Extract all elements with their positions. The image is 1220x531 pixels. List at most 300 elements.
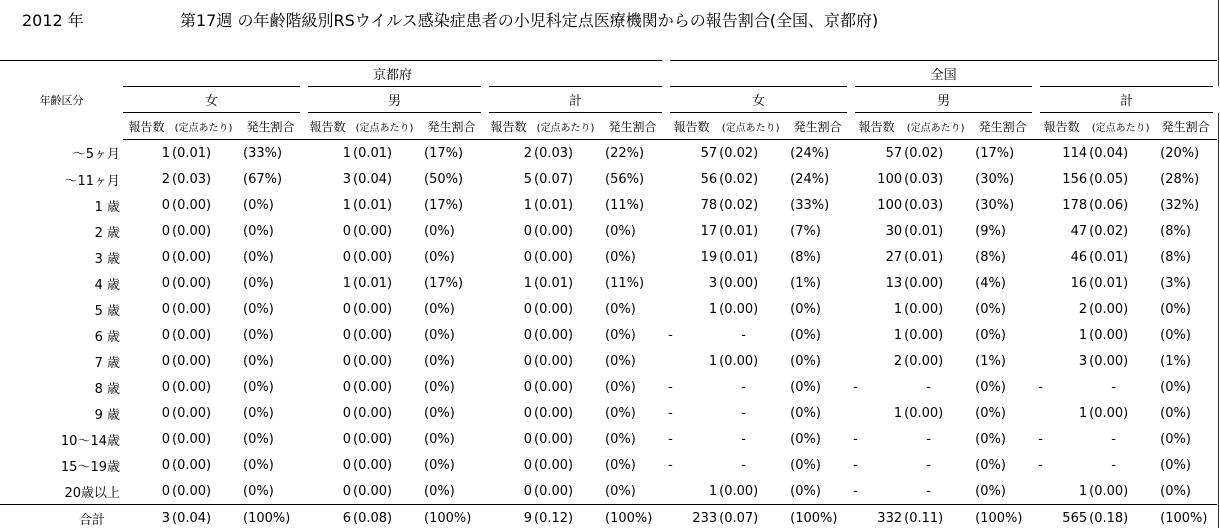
ratio-cell: (0%) xyxy=(599,452,666,478)
rate-cell: (0.00) xyxy=(532,218,599,244)
header-row-regions xyxy=(0,61,1217,87)
ratio-cell: (0%) xyxy=(969,400,1036,426)
rate-cell: (0.00) xyxy=(532,374,599,400)
count-cell: 0 xyxy=(304,296,351,322)
ratio-cell: (0%) xyxy=(969,478,1036,505)
subheader-cell: (定点あたり) xyxy=(717,113,784,140)
subheader-cell: 報告数 xyxy=(304,113,351,140)
ratio-cell: (0%) xyxy=(418,400,485,426)
count-cell: 57 xyxy=(666,140,717,167)
rate-cell: (0.01) xyxy=(717,218,784,244)
ratio-cell: (9%) xyxy=(969,218,1036,244)
count-cell: - xyxy=(1036,426,1087,452)
rate-cell: (0.01) xyxy=(902,244,969,270)
count-cell: 1 xyxy=(485,192,532,218)
count-cell: 0 xyxy=(123,452,170,478)
ratio-cell: (0%) xyxy=(237,322,304,348)
count-cell: 0 xyxy=(485,452,532,478)
ratio-cell: (8%) xyxy=(1154,244,1217,270)
rate-cell: (0.00) xyxy=(532,426,599,452)
count-cell: 2 xyxy=(123,166,170,192)
count-cell: 2 xyxy=(485,140,532,167)
ratio-cell: (24%) xyxy=(784,166,851,192)
subheader-cell: 発生割合 xyxy=(1154,113,1217,140)
sex-header: 女 xyxy=(666,87,851,113)
count-cell: 30 xyxy=(851,218,902,244)
rate-cell: (0.00) xyxy=(170,218,237,244)
rate-cell: (0.02) xyxy=(717,166,784,192)
age-label: 合計 xyxy=(0,505,123,531)
count-cell: 0 xyxy=(485,478,532,505)
rate-cell: (0.00) xyxy=(532,452,599,478)
count-cell: 1 xyxy=(304,192,351,218)
rate-cell: (0.00) xyxy=(170,374,237,400)
rate-cell: (0.00) xyxy=(717,478,784,505)
count-cell: 0 xyxy=(485,244,532,270)
ratio-cell: (30%) xyxy=(969,192,1036,218)
count-cell: 0 xyxy=(485,296,532,322)
ratio-cell: (0%) xyxy=(1154,452,1217,478)
count-cell: 1 xyxy=(1036,322,1087,348)
ratio-cell: (0%) xyxy=(969,322,1036,348)
table-row xyxy=(0,478,1217,505)
ratio-cell: (0%) xyxy=(237,374,304,400)
rate-cell: - xyxy=(1087,374,1154,400)
count-cell: 156 xyxy=(1036,166,1087,192)
ratio-cell: (100%) xyxy=(599,505,666,531)
count-cell: 1 xyxy=(485,270,532,296)
rate-cell: (0.01) xyxy=(1087,270,1154,296)
count-cell: 27 xyxy=(851,244,902,270)
rate-cell: (0.00) xyxy=(1087,322,1154,348)
rate-cell: (0.00) xyxy=(902,400,969,426)
count-cell: 0 xyxy=(304,452,351,478)
count-cell: 0 xyxy=(304,426,351,452)
ratio-cell: (0%) xyxy=(1154,478,1217,505)
rate-cell: - xyxy=(902,478,969,505)
count-cell: 0 xyxy=(485,400,532,426)
count-cell: 233 xyxy=(666,505,717,531)
count-cell: 3 xyxy=(666,270,717,296)
rate-cell: (0.00) xyxy=(532,296,599,322)
age-label: 2 歳 xyxy=(0,218,123,244)
count-cell: 78 xyxy=(666,192,717,218)
sex-header: 女 xyxy=(123,87,304,113)
subheader-cell: 発生割合 xyxy=(237,113,304,140)
count-cell: 1 xyxy=(851,296,902,322)
rate-cell: (0.00) xyxy=(351,322,418,348)
count-cell: 0 xyxy=(123,270,170,296)
count-cell: 1 xyxy=(123,140,170,167)
sex-header: 計 xyxy=(485,87,666,113)
rate-cell: (0.04) xyxy=(1087,140,1154,167)
subheader-cell: (定点あたり) xyxy=(1087,113,1154,140)
rate-cell: (0.00) xyxy=(170,400,237,426)
count-cell: 0 xyxy=(485,322,532,348)
rate-cell: (0.03) xyxy=(532,140,599,167)
rate-cell: (0.00) xyxy=(351,348,418,374)
rate-cell: (0.00) xyxy=(170,296,237,322)
count-cell: 46 xyxy=(1036,244,1087,270)
ratio-cell: (11%) xyxy=(599,270,666,296)
ratio-cell: (67%) xyxy=(237,166,304,192)
rate-cell: (0.04) xyxy=(170,505,237,531)
header-row-sub xyxy=(0,113,1217,140)
rate-cell: (0.00) xyxy=(532,400,599,426)
count-cell: 0 xyxy=(485,426,532,452)
count-cell: - xyxy=(666,426,717,452)
ratio-cell: (0%) xyxy=(599,400,666,426)
count-cell: 17 xyxy=(666,218,717,244)
ratio-cell: (0%) xyxy=(784,426,851,452)
rate-cell: (0.00) xyxy=(717,348,784,374)
age-label: ～11ヶ月 xyxy=(0,166,123,192)
count-cell: 0 xyxy=(123,374,170,400)
age-label: 15～19歳 xyxy=(0,452,123,478)
rate-cell: (0.06) xyxy=(1087,192,1154,218)
count-cell: - xyxy=(666,400,717,426)
rate-cell: (0.00) xyxy=(351,426,418,452)
count-cell: - xyxy=(1036,374,1087,400)
subheader-cell: 発生割合 xyxy=(418,113,485,140)
ratio-cell: (0%) xyxy=(784,374,851,400)
ratio-cell: (0%) xyxy=(418,218,485,244)
count-cell: - xyxy=(851,452,902,478)
count-cell: 1 xyxy=(666,296,717,322)
ratio-cell: (11%) xyxy=(599,192,666,218)
ratio-cell: (0%) xyxy=(418,374,485,400)
rate-cell: (0.03) xyxy=(902,166,969,192)
count-cell: - xyxy=(851,478,902,505)
rate-cell: (0.01) xyxy=(351,140,418,167)
ratio-cell: (0%) xyxy=(418,322,485,348)
rate-cell: (0.07) xyxy=(717,505,784,531)
subheader-cell: 発生割合 xyxy=(599,113,666,140)
age-label: 8 歳 xyxy=(0,374,123,400)
count-cell: 0 xyxy=(123,348,170,374)
age-label: 7 歳 xyxy=(0,348,123,374)
rate-cell: (0.00) xyxy=(170,348,237,374)
ratio-cell: (0%) xyxy=(599,322,666,348)
count-cell: 13 xyxy=(851,270,902,296)
ratio-cell: (0%) xyxy=(1154,296,1217,322)
table-row xyxy=(0,400,1217,426)
rate-cell: (0.05) xyxy=(1087,166,1154,192)
rate-cell: (0.07) xyxy=(532,166,599,192)
rate-cell: (0.01) xyxy=(532,192,599,218)
count-cell: 0 xyxy=(485,348,532,374)
ratio-cell: (0%) xyxy=(237,348,304,374)
rate-cell: (0.00) xyxy=(170,478,237,505)
count-cell: 56 xyxy=(666,166,717,192)
rate-cell: (0.00) xyxy=(170,426,237,452)
age-label: 3 歳 xyxy=(0,244,123,270)
rate-cell: (0.02) xyxy=(717,192,784,218)
table-row xyxy=(0,348,1217,374)
rate-cell: (0.00) xyxy=(351,374,418,400)
ratio-cell: (0%) xyxy=(1154,374,1217,400)
rate-cell: (0.00) xyxy=(532,322,599,348)
ratio-cell: (0%) xyxy=(969,296,1036,322)
rate-cell: (0.02) xyxy=(1087,218,1154,244)
ratio-cell: (0%) xyxy=(784,452,851,478)
rate-cell: (0.00) xyxy=(170,322,237,348)
ratio-cell: (33%) xyxy=(784,192,851,218)
ratio-cell: (0%) xyxy=(418,478,485,505)
subheader-cell: 発生割合 xyxy=(969,113,1036,140)
count-cell: 100 xyxy=(851,192,902,218)
ratio-cell: (7%) xyxy=(784,218,851,244)
ratio-cell: (22%) xyxy=(599,140,666,167)
ratio-cell: (0%) xyxy=(784,348,851,374)
table-row xyxy=(0,218,1217,244)
rate-cell: (0.00) xyxy=(717,270,784,296)
ratio-cell: (0%) xyxy=(784,322,851,348)
count-cell: 57 xyxy=(851,140,902,167)
ratio-cell: (17%) xyxy=(418,192,485,218)
table-row xyxy=(0,270,1217,296)
ratio-cell: (0%) xyxy=(237,400,304,426)
ratio-cell: (8%) xyxy=(784,244,851,270)
count-cell: 9 xyxy=(485,505,532,531)
ratio-cell: (0%) xyxy=(1154,426,1217,452)
count-cell: 0 xyxy=(304,478,351,505)
ratio-cell: (100%) xyxy=(784,505,851,531)
ratio-cell: (17%) xyxy=(418,140,485,167)
count-cell: 100 xyxy=(851,166,902,192)
count-cell: 16 xyxy=(1036,270,1087,296)
rate-cell: (0.11) xyxy=(902,505,969,531)
rate-cell: (0.02) xyxy=(717,140,784,167)
age-label: 6 歳 xyxy=(0,322,123,348)
ratio-cell: (33%) xyxy=(237,140,304,167)
age-header: 年齢区分 xyxy=(0,61,123,140)
count-cell: 0 xyxy=(123,218,170,244)
rate-cell: - xyxy=(717,452,784,478)
age-label: 20歳以上 xyxy=(0,478,123,505)
count-cell: 0 xyxy=(304,348,351,374)
rate-cell: (0.02) xyxy=(902,140,969,167)
ratio-cell: (8%) xyxy=(1154,218,1217,244)
rate-cell: (0.08) xyxy=(351,505,418,531)
ratio-cell: (20%) xyxy=(1154,140,1217,167)
count-cell: 1 xyxy=(666,478,717,505)
rate-cell: (0.00) xyxy=(351,296,418,322)
rate-cell: (0.00) xyxy=(351,400,418,426)
rate-cell: (0.03) xyxy=(170,166,237,192)
count-cell: 0 xyxy=(123,244,170,270)
rate-cell: (0.00) xyxy=(170,244,237,270)
count-cell: 0 xyxy=(123,322,170,348)
rate-cell: (0.00) xyxy=(1087,478,1154,505)
ratio-cell: (0%) xyxy=(237,426,304,452)
ratio-cell: (0%) xyxy=(784,296,851,322)
age-label: 4 歳 xyxy=(0,270,123,296)
ratio-cell: (100%) xyxy=(969,505,1036,531)
ratio-cell: (0%) xyxy=(418,426,485,452)
subheader-cell: (定点あたり) xyxy=(902,113,969,140)
subheader-cell: 報告数 xyxy=(666,113,717,140)
region-header: 全国 xyxy=(666,61,1217,87)
table-row xyxy=(0,322,1217,348)
table-row xyxy=(0,192,1217,218)
ratio-cell: (0%) xyxy=(969,426,1036,452)
subheader-cell: 報告数 xyxy=(1036,113,1087,140)
ratio-cell: (0%) xyxy=(599,244,666,270)
rate-cell: (0.01) xyxy=(532,270,599,296)
ratio-cell: (0%) xyxy=(418,452,485,478)
count-cell: 565 xyxy=(1036,505,1087,531)
rate-cell: (0.18) xyxy=(1087,505,1154,531)
count-cell: 0 xyxy=(304,244,351,270)
count-cell: 332 xyxy=(851,505,902,531)
rate-cell: (0.00) xyxy=(1087,296,1154,322)
count-cell: 1 xyxy=(1036,478,1087,505)
age-label: 1 歳 xyxy=(0,192,123,218)
count-cell: 47 xyxy=(1036,218,1087,244)
table-row xyxy=(0,452,1217,478)
ratio-cell: (32%) xyxy=(1154,192,1217,218)
ratio-cell: (1%) xyxy=(1154,348,1217,374)
count-cell: 1 xyxy=(851,322,902,348)
ratio-cell: (0%) xyxy=(237,478,304,505)
count-cell: 0 xyxy=(304,374,351,400)
ratio-cell: (8%) xyxy=(969,244,1036,270)
subheader-cell: (定点あたり) xyxy=(170,113,237,140)
ratio-cell: (0%) xyxy=(599,218,666,244)
subheader-cell: 報告数 xyxy=(485,113,532,140)
count-cell: 178 xyxy=(1036,192,1087,218)
count-cell: 5 xyxy=(485,166,532,192)
ratio-cell: (0%) xyxy=(599,426,666,452)
table-row xyxy=(0,426,1217,452)
subheader-cell: 報告数 xyxy=(123,113,170,140)
rate-cell: (0.00) xyxy=(170,192,237,218)
count-cell: 1 xyxy=(851,400,902,426)
rate-cell: (0.00) xyxy=(717,296,784,322)
count-cell: 3 xyxy=(123,505,170,531)
rate-cell: - xyxy=(902,452,969,478)
count-cell: 114 xyxy=(1036,140,1087,167)
count-cell: 19 xyxy=(666,244,717,270)
ratio-cell: (0%) xyxy=(418,244,485,270)
report-table xyxy=(0,60,1220,531)
rate-cell: (0.00) xyxy=(351,452,418,478)
age-label: ～5ヶ月 xyxy=(0,140,123,167)
rate-cell: (0.01) xyxy=(1087,244,1154,270)
header-row-sexes xyxy=(0,87,1217,113)
ratio-cell: (0%) xyxy=(784,400,851,426)
rate-cell: (0.01) xyxy=(717,244,784,270)
rate-cell: - xyxy=(902,426,969,452)
page-title: 第17週 の年齢階級別RSウイルス感染症患者の小児科定点医療機関からの報告割合(全国、京都府) xyxy=(180,8,878,31)
subheader-cell: (定点あたり) xyxy=(351,113,418,140)
rate-cell: (0.00) xyxy=(532,348,599,374)
ratio-cell: (100%) xyxy=(1154,505,1217,531)
rate-cell: (0.04) xyxy=(351,166,418,192)
ratio-cell: (0%) xyxy=(237,192,304,218)
count-cell: 1 xyxy=(304,270,351,296)
ratio-cell: (50%) xyxy=(418,166,485,192)
count-cell: 0 xyxy=(123,296,170,322)
ratio-cell: (0%) xyxy=(237,270,304,296)
ratio-cell: (1%) xyxy=(784,270,851,296)
rate-cell: (0.00) xyxy=(170,452,237,478)
count-cell: 0 xyxy=(304,322,351,348)
count-cell: 0 xyxy=(485,218,532,244)
count-cell: 0 xyxy=(123,426,170,452)
age-label: 5 歳 xyxy=(0,296,123,322)
ratio-cell: (0%) xyxy=(599,374,666,400)
ratio-cell: (100%) xyxy=(418,505,485,531)
subheader-cell: 発生割合 xyxy=(784,113,851,140)
rate-cell: - xyxy=(1087,426,1154,452)
subheader-cell: 報告数 xyxy=(851,113,902,140)
rate-cell: (0.01) xyxy=(351,192,418,218)
rate-cell: (0.03) xyxy=(902,192,969,218)
rate-cell: (0.01) xyxy=(902,218,969,244)
sex-header: 計 xyxy=(1036,87,1217,113)
count-cell: 3 xyxy=(1036,348,1087,374)
count-cell: - xyxy=(666,322,717,348)
rate-cell: (0.01) xyxy=(351,270,418,296)
count-cell: 2 xyxy=(851,348,902,374)
region-header: 京都府 xyxy=(123,61,666,87)
count-cell: 1 xyxy=(666,348,717,374)
rate-cell: (0.01) xyxy=(170,140,237,167)
ratio-cell: (0%) xyxy=(1154,400,1217,426)
rate-cell: (0.00) xyxy=(532,244,599,270)
count-cell: 3 xyxy=(304,166,351,192)
ratio-cell: (0%) xyxy=(1154,322,1217,348)
table-row xyxy=(0,166,1217,192)
ratio-cell: (28%) xyxy=(1154,166,1217,192)
ratio-cell: (0%) xyxy=(784,478,851,505)
table-row xyxy=(0,244,1217,270)
ratio-cell: (17%) xyxy=(969,140,1036,167)
rate-cell: - xyxy=(717,322,784,348)
title-row xyxy=(0,6,1220,32)
count-cell: 0 xyxy=(123,192,170,218)
count-cell: - xyxy=(1036,452,1087,478)
rate-cell: - xyxy=(1087,452,1154,478)
rate-cell: (0.00) xyxy=(351,478,418,505)
count-cell: - xyxy=(666,452,717,478)
rate-cell: (0.00) xyxy=(170,270,237,296)
count-cell: 6 xyxy=(304,505,351,531)
age-label: 9 歳 xyxy=(0,400,123,426)
subheader-cell: (定点あたり) xyxy=(532,113,599,140)
rate-cell: (0.00) xyxy=(1087,348,1154,374)
rate-cell: (0.00) xyxy=(902,270,969,296)
count-cell: 1 xyxy=(304,140,351,167)
age-label: 10～14歳 xyxy=(0,426,123,452)
rate-cell: (0.00) xyxy=(902,322,969,348)
rate-cell: (0.00) xyxy=(1087,400,1154,426)
ratio-cell: (56%) xyxy=(599,166,666,192)
ratio-cell: (4%) xyxy=(969,270,1036,296)
ratio-cell: (1%) xyxy=(969,348,1036,374)
ratio-cell: (0%) xyxy=(418,348,485,374)
count-cell: 1 xyxy=(1036,400,1087,426)
rate-cell: (0.00) xyxy=(351,218,418,244)
year-label: 2012 年 xyxy=(22,8,84,31)
ratio-cell: (0%) xyxy=(237,452,304,478)
count-cell: 2 xyxy=(1036,296,1087,322)
ratio-cell: (0%) xyxy=(599,296,666,322)
ratio-cell: (0%) xyxy=(418,296,485,322)
rate-cell: (0.00) xyxy=(351,244,418,270)
